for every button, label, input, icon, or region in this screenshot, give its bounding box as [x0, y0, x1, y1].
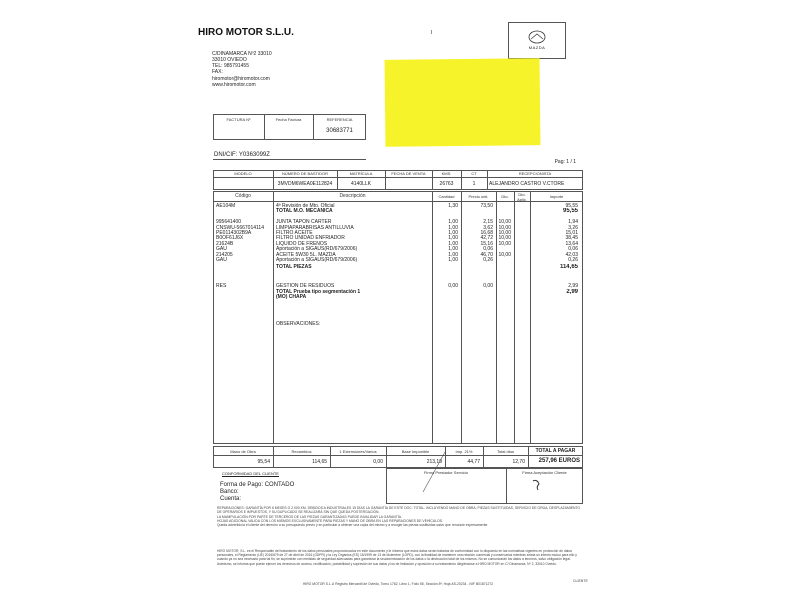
totals-total-a-pagar: 257,96 EUROS	[538, 458, 580, 464]
totals-varios: 0,00	[373, 459, 383, 465]
line-dto: 10,00	[498, 235, 511, 242]
line-qty: 1,00	[448, 235, 458, 242]
line-desc: TOTAL Prueba tipo segmentación 1	[276, 288, 361, 295]
line-amount: 13,64	[565, 240, 578, 247]
vehicle-header-recepcionista: RECEPCIONISTA	[518, 171, 552, 176]
line-code: RES	[216, 283, 227, 290]
line-qty: 1,30	[448, 203, 458, 209]
line-dto: 10,00	[498, 230, 511, 236]
line-qty: 1,00	[448, 219, 458, 226]
totals-label-mano-obra: Mano de Obra	[230, 449, 256, 454]
legal-para-4: Queda advertido/a el cliente del derecho a su presupuesto previo y en particular a obtener una copia del mismo y a recoger las piezas sustituidas salvo que renuncie expresamente.	[217, 523, 489, 528]
line-qty: 1,00	[448, 240, 458, 247]
conformidad-label: CONFORMIDAD DEL CLIENTE	[222, 471, 279, 476]
line-amount: 38,45	[565, 235, 578, 242]
vehicle-ct: 1	[472, 181, 476, 187]
vehicle-recepcionista: ALEJANDRO CASTRO V.CTORE	[489, 181, 565, 187]
observaciones-label: OBSERVACIONES:	[276, 321, 321, 327]
company-address-1: C/DINAMARCA Nº2 33010	[212, 51, 272, 57]
line-amount: 42,03	[565, 251, 578, 258]
line-desc: JUNTA TAPON CARTER	[276, 219, 332, 226]
vehicle-header-bastidor: NÚMERO DE BASTIDOR	[281, 171, 328, 176]
copy-label: CLIENTE	[573, 579, 588, 583]
company-mark: I	[431, 30, 433, 36]
pen-stroke	[415, 450, 450, 495]
line-dto: 10,00	[498, 240, 511, 247]
firma-prestador-label: Firma Prestador Servicio	[423, 470, 468, 475]
legal-privacy: HIRO MOTOR, S.L. es el Responsable del tratamiento de los datos personales proporcionados en este documento y le informa que estos datos serán tratados de conformidad con lo dispuesto en las normativas vigentes en protección de datos personales, el Reglamento (UE) 2016/679 de 27 de abril de 2016 (GDPR) y la Ley Orgánica (ES) 15/1999 de 13 de diciembre (LOPD), con la finalidad de mantener una relación comercial y conservarlos mientras exista un interés mutuo para ello y cuando ya no sea necesario para tal fin, se suprimirán con medidas de seguridad adecuadas para garantizar la seudonimización de los datos o la destrucción total de los mismos. No se comunicarán los datos a terceros, salvo obligación legal. Asimismo, se informa que puede ejercer los derechos de acceso, rectificación, portabilidad y supresión de sus datos y los de limitación y oposición a su tratamiento dirigiéndose a HIRO MOTOR en C/ Dinamarca, Nº 2, 33010 Oviedo.	[217, 549, 577, 566]
highlight-redaction	[385, 58, 541, 147]
totals-base: 213,19	[426, 459, 442, 465]
line-price: 42,72	[480, 235, 493, 242]
lines-header-dto: Dto.	[501, 194, 509, 199]
vehicle-header-matricula: MATRÍCULA	[349, 171, 373, 176]
vehicle-bastidor: 3MVDM6WEA0E112824	[277, 181, 333, 187]
firma-cliente-label: Firma Aceptación Cliente	[522, 470, 567, 475]
line-price: 46,70	[480, 251, 493, 258]
line-code: GAU	[216, 257, 227, 263]
line-desc: ACEITE 5W30 5L. MAZDA	[276, 251, 336, 258]
totals-dtos: 12,70	[512, 459, 525, 465]
legal-block	[217, 506, 583, 527]
invoice-number-label: FACTURA Nº	[226, 117, 251, 122]
line-desc: GESTION DE RESIDUOS	[276, 283, 335, 290]
line-code: CNSWU-5667014114	[216, 224, 264, 231]
legal-para-3: HOJAS ADICIONAL VALIDA CON LOS MISMOS EXCLUSIVAMENTE PARA PIEZAS Y MANO DE OBRA EN LAS REPARACIONES DE VEHÍCULOS.	[217, 518, 443, 523]
invoice-date-label: Fecha Factura	[275, 117, 302, 122]
totals-label-total: TOTAL A PAGAR	[535, 448, 576, 454]
line-desc: 4ª Revisión de Mto. Oficial	[276, 203, 335, 209]
mazda-logo-icon	[520, 27, 554, 55]
lines-header-importe: Importe	[549, 194, 564, 199]
line-price: 0,00	[483, 283, 493, 290]
line-qty: 1,00	[448, 246, 458, 253]
line-amount: 2,99	[568, 283, 578, 290]
line-qty: 1,00	[448, 251, 458, 258]
line-amount: 1,94	[568, 219, 578, 226]
line-amount: 95,55	[565, 203, 578, 209]
line-desc: Aportación a SIGAUS(RD/679/2006)	[276, 257, 358, 263]
line-amount: 0,26	[568, 257, 578, 263]
payment-banco: Banco:	[220, 489, 239, 495]
line-amount: 2,99	[566, 288, 578, 295]
vehicle-header-kms: KMS.	[441, 171, 452, 176]
signature-mark	[530, 478, 544, 492]
line-price: 15,16	[480, 240, 493, 247]
line-code: B0OF61J6X	[216, 235, 244, 242]
lines-header-descripcion: Descripción	[339, 193, 366, 199]
totals-label-base: Base Imponible	[401, 449, 430, 454]
totals-recambios: 114,65	[312, 459, 327, 465]
line-qty: 1,00	[448, 230, 458, 236]
line-amount: 114,65	[559, 264, 578, 271]
line-price: 0,06	[483, 246, 493, 253]
totals-label-iva: Imp. 21%	[455, 449, 473, 454]
company-email: hiromotor@hiromotor.com	[212, 76, 270, 82]
line-desc: FILTRO ACEITE	[276, 230, 313, 236]
line-amount: 95,55	[562, 208, 578, 215]
line-desc: (MO) CHAPA	[276, 294, 307, 300]
line-qty: 1,00	[448, 224, 458, 231]
totals-mano-obra: 95,54	[257, 459, 270, 465]
legal-footer: HIRO MOTOR S.L.U Registro Mercantil de Oviedo, Tomo 1762, Libro 1, Folio 55, Sección 8ª, Hoja AS-20234 - NIF B01871272	[302, 582, 494, 586]
vehicle-header-modelo: MODELO	[234, 171, 252, 176]
company-address-2: 33010 OVIEDO	[212, 57, 247, 63]
line-desc: TOTAL PIEZAS	[276, 264, 312, 271]
vehicle-header-ct: CT	[471, 171, 477, 176]
line-dto: 10,00	[498, 251, 511, 258]
page-number: Pag: 1 / 1	[554, 159, 576, 165]
totals-label-dtos: Total dtos	[496, 449, 515, 454]
company-web: www.hiromotor.com	[212, 82, 256, 88]
line-code: 995641400	[216, 219, 242, 226]
line-code: 21624B	[216, 240, 234, 247]
line-amount: 15,01	[565, 230, 578, 236]
invoice-reference-value: 30683771	[326, 128, 353, 134]
totals-label-recambios: Recambios	[291, 449, 312, 454]
legal-para-1: REPARACIONES: GARANTÍA POR 6 MESES O 2.000 KM, DEBIDOS A INDUSTRIALES 15 DÍAS LA GARANTÍA DE ESTE DOC. TOTAL. INCLUYENDO MANO DE OBRA, PIEZAS SUSTITUIDAS, SERVICIO DE GRÚA, DESPLAZAMIENTO DE OPERARIOS E IMPUESTOS, Y SU DUPLICADO SE REALIZARÁ SIN QUE QUEDA POSTERGACIÓN.	[217, 506, 581, 515]
lines-header-cantidad: Cantidad	[438, 194, 455, 199]
line-code: 214205	[216, 251, 233, 258]
line-price: 16,68	[480, 230, 493, 236]
line-amount: 0,06	[568, 246, 578, 253]
totals-label-varios: 1 Extensiones/Varios	[339, 449, 377, 454]
line-desc: TOTAL M.O. MECANICA	[276, 208, 333, 215]
line-code: GAU	[216, 246, 227, 253]
line-price: 73,50	[480, 203, 493, 209]
lines-header-precio: Precio unit.	[468, 194, 489, 199]
line-qty: 1,00	[448, 257, 458, 263]
company-fax: FAX:	[212, 69, 223, 75]
client-nif: DNI/CIF: Y0363099Z	[214, 152, 270, 158]
line-desc: FILTRO UNIDAD ENFRIADOR	[276, 235, 345, 242]
line-code: AE104M	[216, 203, 236, 209]
line-desc: LIQUIDO DE FRENOS	[276, 240, 328, 247]
line-dto: 10,00	[498, 219, 511, 226]
line-price: 2,15	[483, 219, 493, 226]
vehicle-kms: 26763	[439, 181, 454, 187]
line-qty: 0,00	[448, 283, 458, 290]
line-dto: 10,00	[498, 224, 511, 231]
vehicle-matricula: 4140LLK	[350, 181, 372, 187]
lines-header-codigo: Código	[235, 193, 251, 199]
line-price: 0,26	[483, 257, 493, 263]
line-code: PE0114302B9A	[216, 230, 252, 236]
brand-logo-text: MAZDA	[528, 45, 546, 50]
vehicle-header-fecha: FECHA DE VENTA	[391, 171, 426, 176]
invoice-reference-label: REFERENCIA	[326, 117, 353, 122]
legal-para-2: LA MANIPULACIÓN POR PARTE DE TERCEROS DE LAS PIEZAS GARANTIZADAS PUEDE INVALIDAR LA GARANTÍA.	[217, 514, 402, 519]
payment-forma: Forma de Pago: CONTADO	[220, 482, 295, 488]
line-amount: 3,26	[568, 224, 578, 231]
payment-cuenta: Cuenta:	[220, 496, 242, 502]
line-desc: Aportación a SIGAUS(RD/679/2006)	[276, 246, 358, 253]
company-name: HIRO MOTOR S.L.U.	[198, 27, 294, 38]
line-desc: LIMPIAPARABRISAS ANTILLUVIA	[276, 224, 354, 231]
totals-iva: 44,77	[467, 459, 480, 465]
lines-header-dto-aplic: Dto. Aplic.	[517, 192, 527, 202]
company-tel: TEL: 985791455	[212, 63, 249, 69]
line-price: 3,62	[483, 224, 493, 231]
